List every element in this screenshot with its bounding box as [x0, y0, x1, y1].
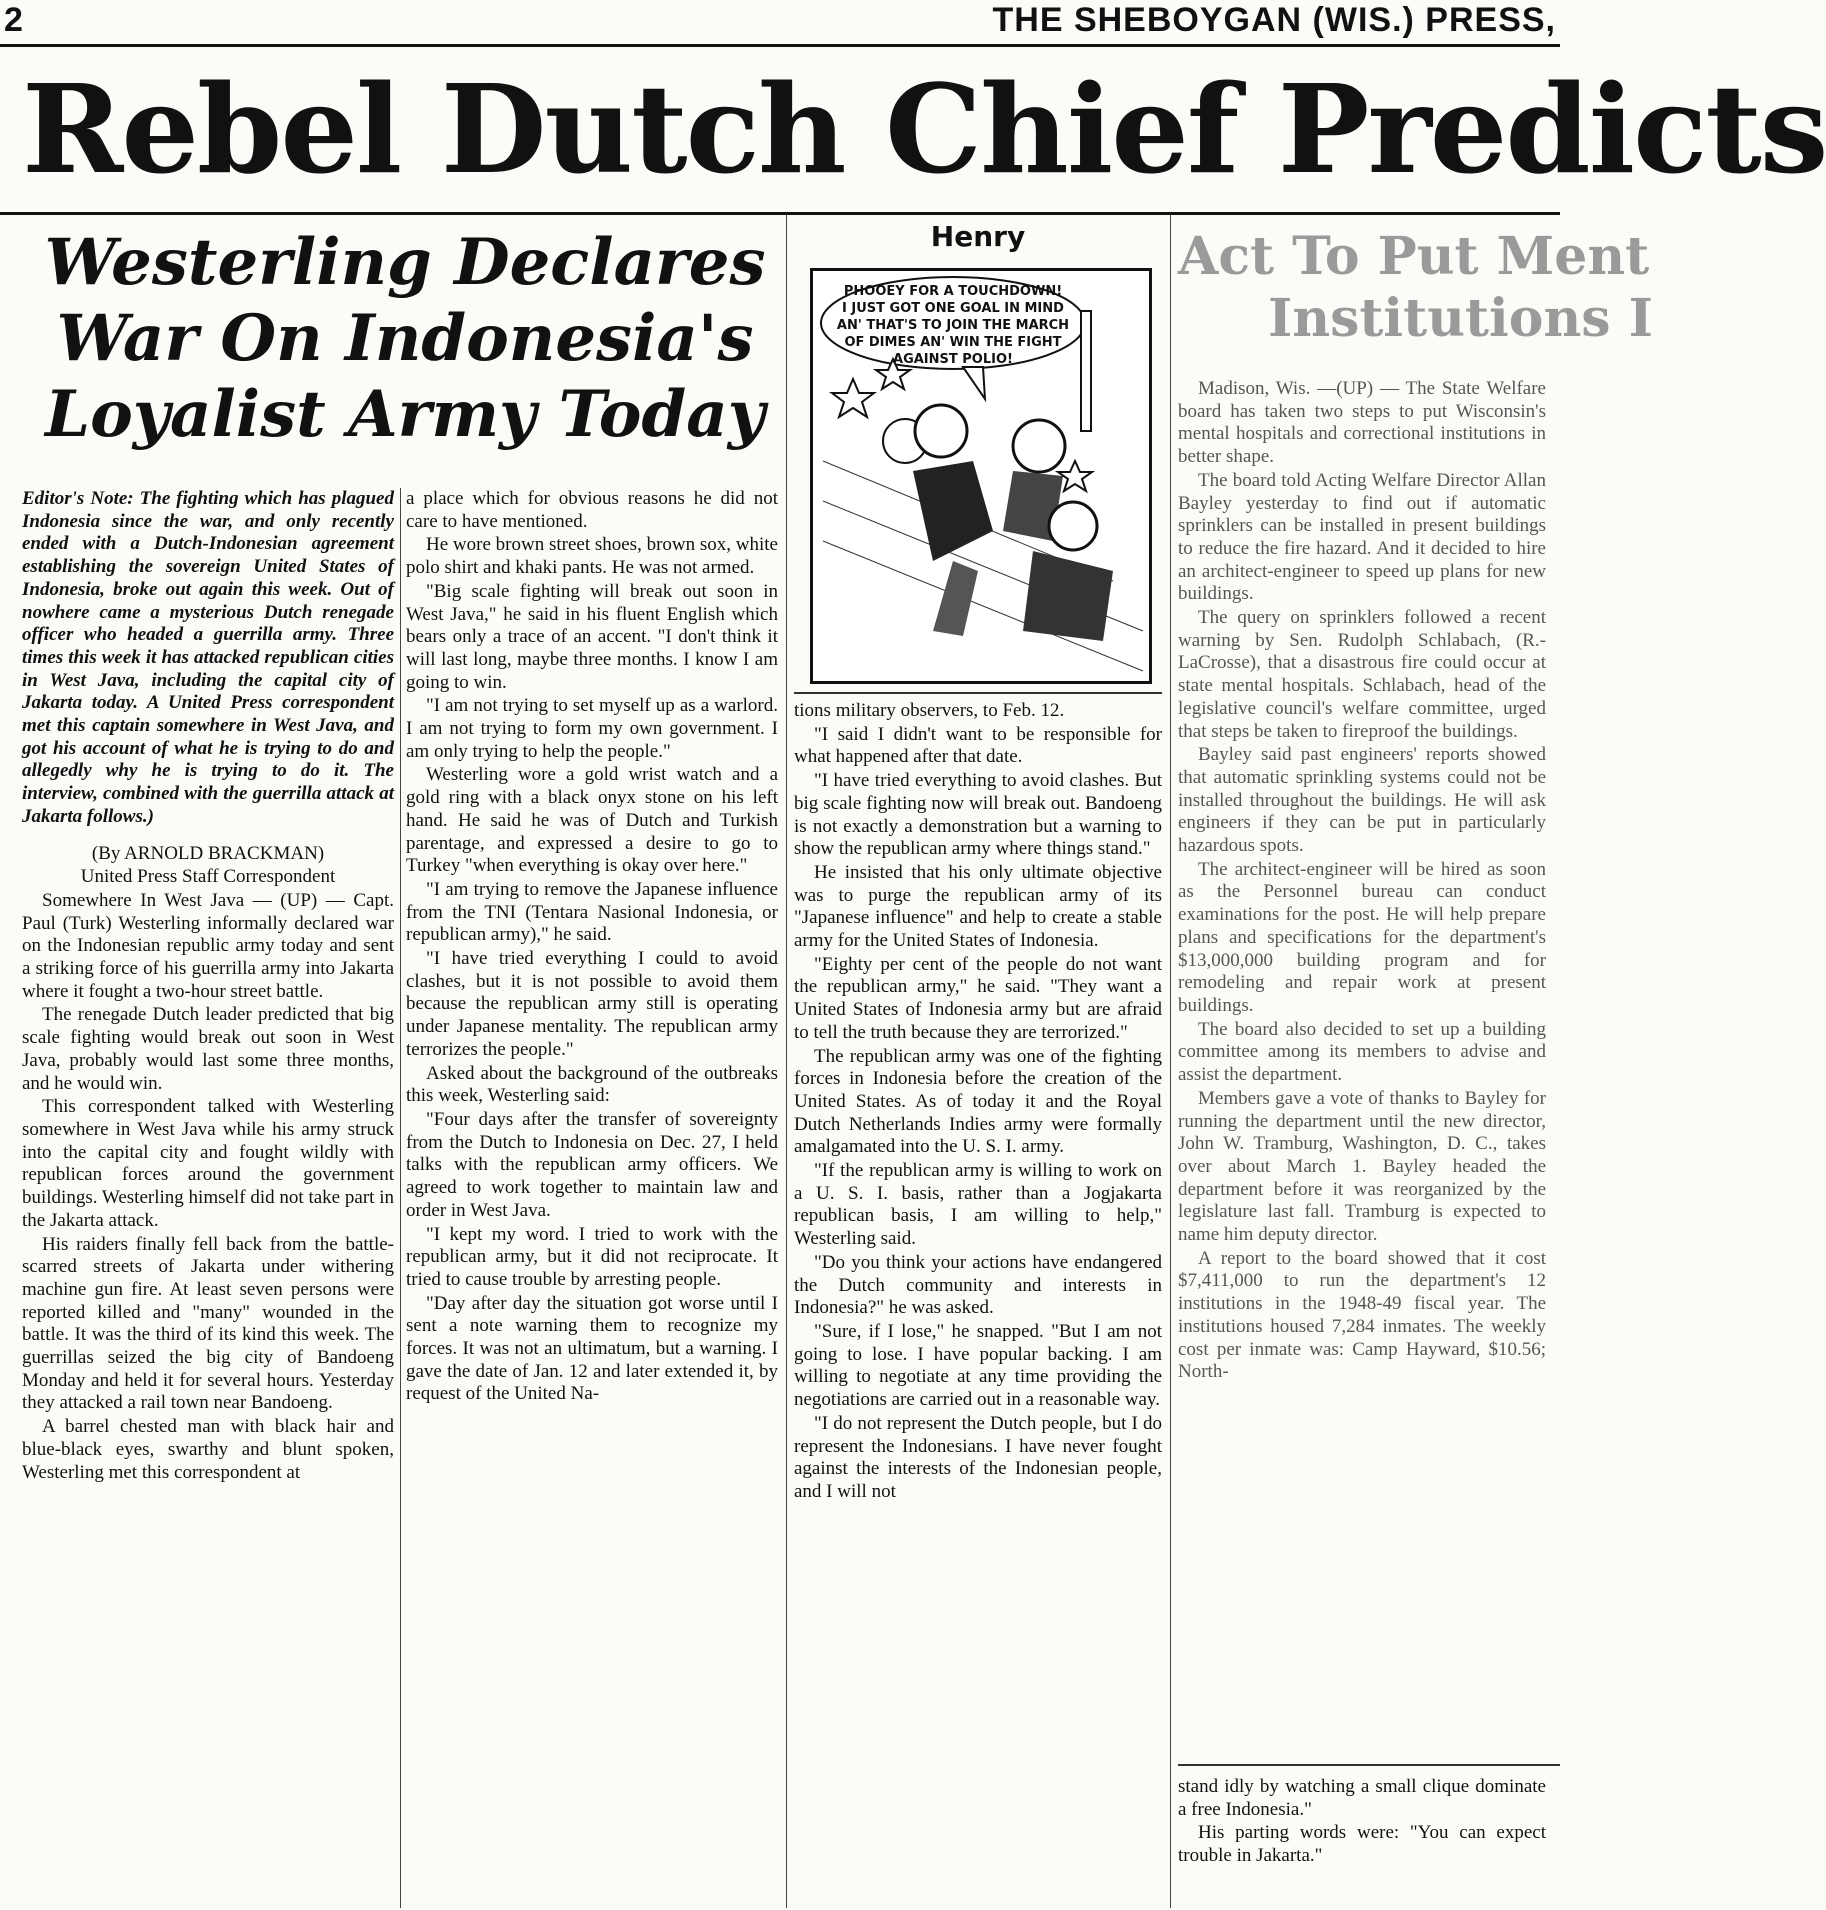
- editors-note: Editor's Note: The fighting which has plagued Indonesia since the war, and only recently ended with a Dutch-Indonesian agreement establishing the sovereign United States of Indonesia, broke out again this week. Out of nowhere came a mysterious Dutch renegade officer who headed a guerrilla army. Three times this week it has attacked republican cities in West Java, including the capital city of Jakarta today. A United Press correspondent met this captain somewhere in West Java, and got his account of what he is trying to do and allegedly why he is trying to do it. The interview, combined with the guerrilla attack at Jakarta follows.): [22, 488, 394, 827]
- column-divider: [400, 488, 401, 1908]
- paragraph: "I am trying to remove the Japanese influence from the TNI (Tentara Nasional Indonesia, or republican army)," he said.: [406, 878, 778, 946]
- column-rule: [1178, 1764, 1560, 1766]
- player2-helmet-icon: [1049, 502, 1097, 550]
- paragraph: He wore brown street shoes, brown sox, white polo shirt and khaki pants. He was not armed.: [406, 534, 778, 579]
- paragraph: "I am not trying to set myself up as a warlord. I am not trying to form my own government. I am only trying to help the people.": [406, 695, 778, 762]
- paragraph: "I kept my word. I tried to work with the republican army, but it did not reciprocate. It tried to cause trouble by arresting people.: [406, 1223, 778, 1290]
- balloon-line: OF DIMES AN' WIN THE FIGHT: [844, 335, 1062, 350]
- balloon-line: AGAINST POLIO!: [893, 352, 1013, 367]
- article-column-4-continued: [1178, 1776, 1546, 1908]
- paragraph: He insisted that his only ultimate objective was to purge the republican army of its "Japanese influence" and help to create a stable army for the United States of Indonesia.: [794, 861, 1162, 952]
- westerling-headline: [20, 225, 790, 453]
- paragraph: Westerling wore a gold wrist watch and a gold ring with a black onyx stone on his left hand. He said he was of Dutch and Turkish parentage, and expressed a desire to go to Turkey "when everything is okay over here.": [406, 764, 778, 877]
- balloon-line: AN' THAT'S TO JOIN THE MARCH: [836, 318, 1070, 333]
- speech-balloon-text: [833, 283, 1073, 368]
- paragraph: "Eighty per cent of the people do not want the republican army," he said. "They want a United States of Indonesia army but are afraid to tell the truth because they are terrorized.": [794, 953, 1162, 1043]
- paragraph: Members gave a vote of thanks to Bayley for running the department until the new director, John W. Tramburg, Washington, D. C., takes over about March 1. Bayley headed the department before it was reorganized by the legislature last fall. Tramburg is expected to name him deputy director.: [1178, 1087, 1546, 1246]
- paragraph: stand idly by watching a small clique dominate a free Indonesia.": [1178, 1776, 1546, 1820]
- paragraph: A barrel chested man with black hair and blue-black eyes, swarthy and blunt spoken, Westerling met this correspondent at: [22, 1416, 394, 1483]
- paragraph: Asked about the background of the outbreaks this week, Westerling said:: [406, 1062, 778, 1107]
- article-column-1: [22, 488, 394, 1908]
- paragraph: The query on sprinklers followed a recent warning by Sen. Rudolph Schlabach, (R.-LaCrosse), that a disastrous fire could occur at state mental hospitals. Schlabach, head of the legislative council's welfare committee, urged that steps be taken to fireproof the buildings.: [1178, 607, 1546, 742]
- paragraph: "Sure, if I lose," he snapped. "But I am not going to lose. I have popular backing. I am willing to negotiate at any time providing the negotiations are carried out in a reasonable way.: [794, 1320, 1162, 1411]
- paragraph: A report to the board showed that it cost $7,411,000 to run the department's 12 institutions in the 1948-49 fiscal year. The institutions housed 7,284 inmates. The weekly cost per inmate was: Camp Hayward, $10.56; North-: [1178, 1247, 1546, 1383]
- balloon-tail: [963, 367, 985, 399]
- headline-line: War On Indonesia's: [56, 301, 754, 376]
- paragraph: The architect-engineer will be hired as soon as the Personnel bureau can conduct examinations for the post. He will help prepare plans and specifications for the department's $13,000,000 building program and for remodeling and repair work at present buildings.: [1178, 858, 1546, 1016]
- headline-line: Westerling Declares: [44, 225, 766, 300]
- paragraph: The board also decided to set up a building committee among its members to advise and assist the department.: [1178, 1018, 1546, 1086]
- star-icon: [1058, 461, 1092, 491]
- goal-post: [1081, 311, 1091, 431]
- player2-body-icon: [1023, 551, 1113, 641]
- main-headline: Rebel Dutch Chief Predicts: [22, 57, 1826, 201]
- comic-title: Henry: [930, 220, 1026, 253]
- page-number: 2: [4, 1, 23, 39]
- article-column-3: [794, 700, 1162, 1908]
- paragraph: tions military observers, to Feb. 12.: [794, 700, 1065, 721]
- henry-legs-icon: [933, 561, 978, 636]
- paragraph: His raiders finally fell back from the battle-scarred streets of Jakarta under withering machine gun fire. At least seven persons were reported killed and "many" wounded in the battle. It was the third of its kind this week. The guerrillas seized the big city of Bandoeng Monday and held it for several hours. Yesterday they attacked a rail town near Bandoeng.: [22, 1233, 394, 1414]
- player-helmet-icon: [1013, 420, 1065, 472]
- paragraph: "I have tried everything to avoid clashes. But big scale fighting now will break out. Bandoeng is not exactly a demonstration but a warning to show the republican army where things stand.": [794, 770, 1162, 860]
- paragraph: The board told Acting Welfare Director Allan Bayley yesterday to find out if automatic sprinklers can be installed in present buildings to reduce the fire hazard. And it decided to hire an architect-engineer to speed up plans for new buildings.: [1178, 469, 1546, 605]
- paragraph: Bayley said past engineers' reports showed that automatic sprinkling systems could not be installed throughout the buildings. He will ask engineers if they can be put in particularly hazardous spots.: [1178, 744, 1546, 857]
- masthead: [0, 0, 1560, 47]
- newspaper-name: THE SHEBOYGAN (WIS.) PRESS,: [992, 1, 1556, 39]
- article-column-2: [406, 488, 778, 1908]
- paragraph: Madison, Wis. —(UP) — The State Welfare board has taken two steps to put Wisconsin's mental hospitals and correctional institutions in better shape.: [1178, 378, 1546, 468]
- headline-line: Institutions I: [1268, 288, 1653, 349]
- paragraph: "If the republican army is willing to work on a U. S. I. basis, rather than a Jogjakarta republican basis, I am willing to help," Westerling said.: [794, 1160, 1162, 1250]
- welfare-article-column: [1178, 378, 1546, 1738]
- paragraph: "Four days after the transfer of sovereignty from the Dutch to Indonesia on Dec. 27, I held talks with the republican army officers. We agreed to work together to maintain law and order in West Java.: [406, 1108, 778, 1221]
- paragraph: a place which for obvious reasons he did not care to have mentioned.: [406, 488, 778, 532]
- henry-jersey-icon: [913, 461, 993, 561]
- paragraph: The republican army was one of the fighting forces in Indonesia before the creation of the United States. As of today it and the Royal Dutch Netherlands Indies army were formally amalgamated into the U. S. I. army.: [794, 1045, 1162, 1158]
- paragraph: "Day after day the situation got worse until I sent a note warning them to recognize my forces. It was not an ultimatum, but a warning. I gave the date of Jan. 12 and later extended it, by request of the United Na-: [406, 1292, 778, 1405]
- paragraph: "I have tried everything I could to avoid clashes, but it is not possible to avoid them because the republican army still is operating under Japanese mentality. The republican army terrorizes the people.": [406, 948, 778, 1060]
- comic-panel: [810, 268, 1152, 684]
- welfare-headline: [1178, 226, 1653, 350]
- paragraph: The renegade Dutch leader predicted that big scale fighting would break out soon in West Java, probably would last some three months, and he would win.: [22, 1004, 394, 1094]
- column-divider: [1170, 215, 1171, 1908]
- headline-line: Act To Put Ment: [1178, 226, 1650, 287]
- paragraph: "I do not represent the Dutch people, but I do represent the Indonesians. I have never fought against the interests of the Indonesian people, and I will not: [794, 1412, 1162, 1502]
- headline-rule: [0, 212, 1560, 215]
- henry-helmet-icon: [915, 405, 967, 457]
- balloon-line: PHOOEY FOR A TOUCHDOWN!: [843, 284, 1063, 299]
- paragraph: His parting words were: "You can expect trouble in Jakarta.": [1178, 1822, 1546, 1867]
- paragraph: "I said I didn't want to be responsible for what happened after that date.: [794, 723, 1162, 768]
- byline-title: United Press Staff Correspondent: [80, 866, 336, 888]
- paragraph: "Big scale fighting will break out soon in West Java," he said in his fluent English which bears only a trace of an accent. "I don't think it will last long, maybe three months. I know I am going to win.: [406, 580, 778, 693]
- column-divider: [786, 215, 787, 1908]
- paragraph: Somewhere In West Java — (UP) — Capt. Paul (Turk) Westerling informally declared war on the Indonesian republic army today and sent a striking force of his guerrilla army into Jakarta where it fought a two-hour street battle.: [22, 889, 394, 1002]
- paragraph: This correspondent talked with Westerling somewhere in West Java while his army struck into the capital city and fought wildly with republican forces around the government buildings. Westerling himself did not take part in the Jakarta attack.: [22, 1096, 394, 1231]
- byline: (By ARNOLD BRACKMAN): [91, 842, 325, 864]
- headline-line: Loyalist Army Today: [45, 377, 765, 452]
- paragraph: "Do you think your actions have endangered the Dutch community and interests in Indonesia?" he was asked.: [794, 1251, 1162, 1319]
- comic-rule: [794, 692, 1162, 694]
- star-icon: [832, 379, 874, 417]
- balloon-line: I JUST GOT ONE GOAL IN MIND: [842, 301, 1064, 316]
